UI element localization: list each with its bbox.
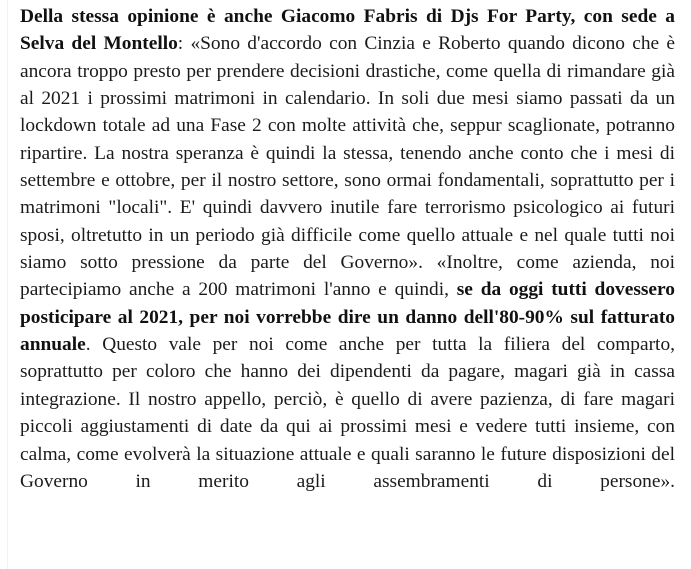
article-text-block <box>20 3 675 523</box>
quote-body-text: : «Sono d'accordo con Cinzia e Roberto quando dicono che è ancora troppo presto per prendere decisioni drastiche, come quella di rimandare già al 2021 i prossimi matrimoni in calendario. In soli due mesi siamo passati da un lockdown totale ad una Fase 2 con molte attività che, seppur scaglionate, potranno ripartire. La nostra speranza è quindi la stessa, tenendo anche conto che i mesi di settembre e ottobre, per il nostro settore, sono ormai fondamentali, soprattutto per i matrimoni "locali". E' quindi davvero inutile fare terrorismo psicologico ai futuri sposi, oltretutto in un periodo già difficile come quello attuale e nel quale tutti noi siamo sotto pressione da parte del Governo». «Inoltre, come azienda, noi partecipiamo anche a 200 matrimoni l'anno e quindi, <box>20 33 675 301</box>
left-margin-rule <box>7 0 8 569</box>
lead-in-bold-text: Della stessa opinione è anche Giacomo Fabris di Djs For Party, con sede a Selva del Montello <box>20 6 675 55</box>
closing-body-text: . Questo vale per noi come anche per tutta la filiera del comparto, soprattutto per coloro che hanno dei dipendenti da pagare, magari già in cassa integrazione. Il nostro appello, perciò, è quello di avere pazienza, di fare magari piccoli aggiustamenti di date da qui ai prossimi mesi e vedere tutti insieme, con calma, come evolverà la situazione attuale e quali saranno le future disposizioni del Governo in merito agli assembramenti di persone». <box>20 334 675 492</box>
article-paragraph <box>20 3 675 523</box>
emphasis-bold-text: se da oggi tutti dovessero posticipare al 2021, per noi vorrebbe dire un danno dell'80-90% sul fatturato annuale <box>20 279 675 356</box>
